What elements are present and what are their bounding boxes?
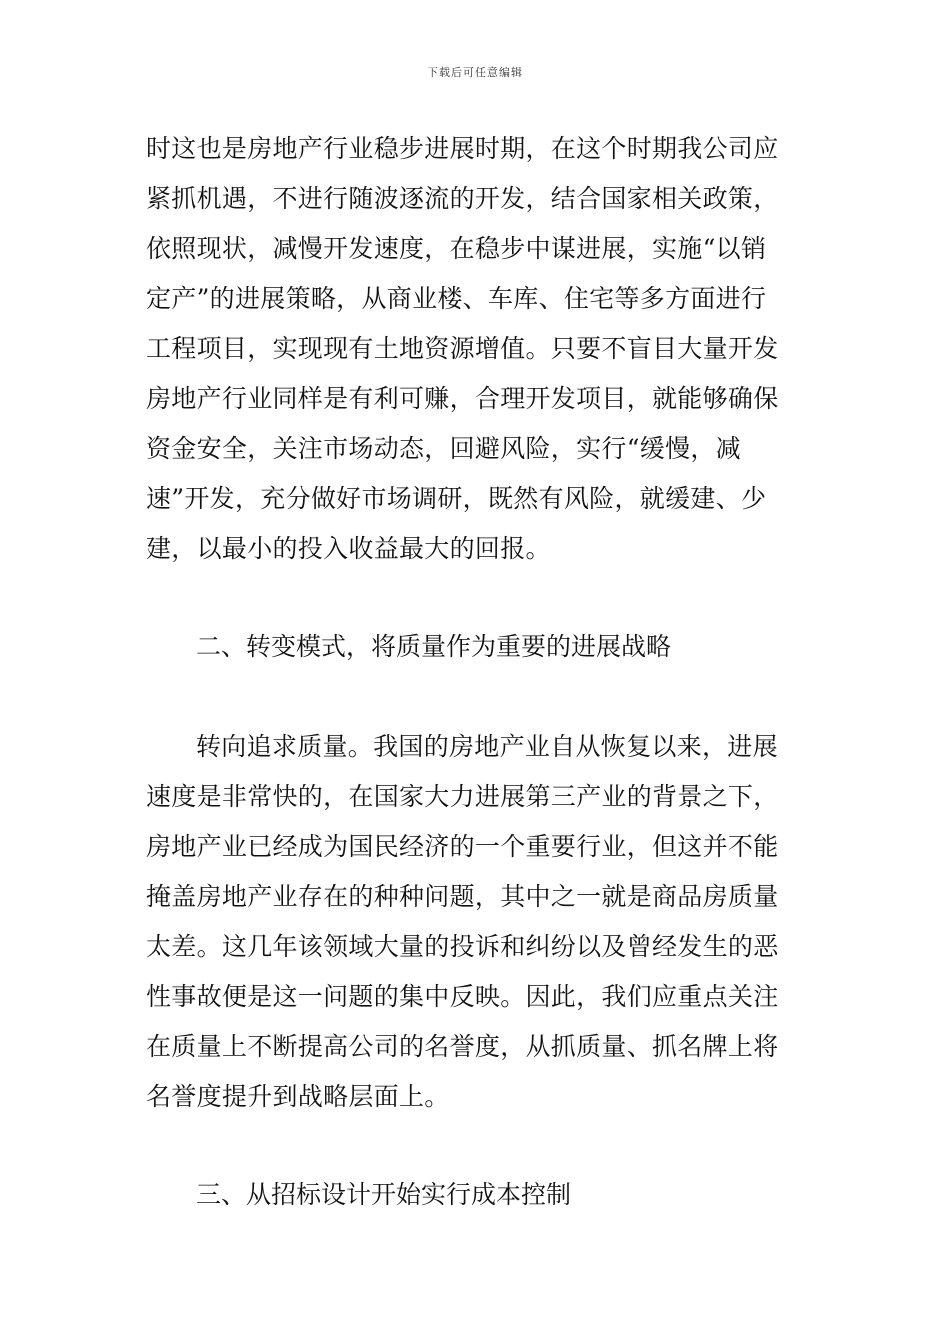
paragraph1-line-1: 时这也是房地产行业稳步进展时期，在这个时期我公司应 [146, 134, 779, 163]
page-header: 下载后可任意编辑 [427, 66, 523, 79]
paragraph2-line-5: 太差。这几年该领域大量的投诉和纠纷以及曾经发生的恶 [146, 932, 779, 961]
paragraph1-line-5: 工程项目，实现现有土地资源增值。只要不盲目大量开发 [146, 334, 779, 363]
paragraph1-line-2: 紧抓机遇，不进行随波逐流的开发，结合国家相关政策， [146, 184, 779, 213]
paragraph2-line-4: 掩盖房地产业存在的种种问题，其中之一就是商品房质量 [146, 882, 779, 911]
paragraph1-line-7: 资金安全，关注市场动态，回避风险，实行“缓慢，减 [146, 434, 741, 463]
paragraph1-line-6: 房地产行业同样是有利可赚，合理开发项目，就能够确保 [146, 384, 779, 413]
paragraph1-line-8: 速”开发，充分做好市场调研，既然有风险，就缓建、少 [146, 484, 767, 513]
paragraph2-line-2: 速度是非常快的，在国家大力进展第三产业的背景之下， [146, 782, 779, 811]
paragraph1-line-9: 建，以最小的投入收益最大的回报。 [146, 534, 551, 563]
paragraph2-line-1: 转向追求质量。我国的房地产业自从恢复以来，进展 [196, 732, 778, 761]
paragraph1-line-3: 依照现状，减慢开发速度，在稳步中谋进展，实施“以销 [146, 234, 767, 263]
paragraph2-line-7: 在质量上不断提高公司的名誉度，从抓质量、抓名牌上将 [146, 1032, 779, 1061]
section-heading-3: 三、从招标设计开始实行成本控制 [196, 1180, 572, 1209]
paragraph2-line-8: 名誉度提升到战略层面上。 [146, 1082, 450, 1111]
paragraph1-line-4: 定产”的进展策略，从商业楼、车库、住宅等多方面进行 [146, 284, 767, 313]
section-heading-2: 二、转变模式，将质量作为重要的进展战略 [196, 632, 672, 661]
paragraph2-line-6: 性事故便是这一问题的集中反映。因此，我们应重点关注 [146, 982, 779, 1011]
paragraph2-line-3: 房地产业已经成为国民经济的一个重要行业，但这并不能 [146, 832, 779, 861]
